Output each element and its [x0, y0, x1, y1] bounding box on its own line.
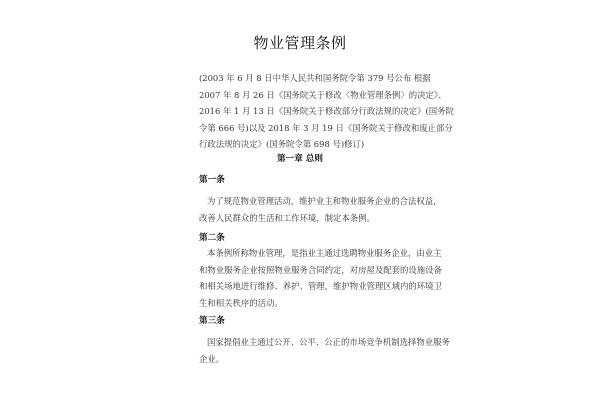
article-2-heading: 第二条 [199, 233, 225, 243]
article-2-line: 生和相关秩序的活动。 [199, 297, 283, 308]
article-2-body [199, 245, 442, 311]
article-2-line: 和物业服务企业按照物业服务合同约定，对房屋及配套的设施设备 [199, 264, 442, 275]
preamble-line: 2007 年 8 月 26 日《国务院关于修改〈物业管理条例〉的决定》、 [199, 89, 447, 100]
preamble-line: 行政法规的决定》(国务院令第 698 号)修订) [199, 139, 365, 149]
article-3-body [199, 334, 450, 367]
article-1-body [199, 193, 442, 226]
preamble-line: 令第 666 号)以及 2018 年 3 月 19 日《国务院关于修改和废止部分 [199, 122, 453, 133]
preamble-line: 2016 年 1 月 13 日《国务院关于修改部分行政法规的决定》(国务院 [199, 106, 454, 116]
document-title: 物业管理条例 [253, 34, 347, 52]
article-3-line: 国家提倡业主通过公开、公平、公正的市场竞争机制选择物业服务 [207, 337, 450, 347]
preamble [199, 70, 454, 153]
article-1-line: 改善人民群众的生活和工作环境，制定本条例。 [199, 212, 375, 223]
chapter-heading: 第一章 总则 [277, 154, 323, 164]
preamble-line: (2003 年 6 月 8 日中华人民共和国务院令第 379 号公布 根据 [199, 73, 431, 83]
article-3-heading: 第三条 [199, 316, 225, 326]
article-1-line: 为了规范物业管理活动，维护业主和物业服务企业的合法权益， [207, 196, 442, 206]
article-3-line: 企业。 [199, 353, 225, 364]
article-2-line: 和相关场地进行维修、养护、管理，维护物业管理区域内的环境卫 [199, 281, 442, 291]
article-1-heading: 第一条 [199, 175, 225, 185]
article-2-line: 本条例所称物业管理，是指业主通过选聘物业服务企业，由业主 [207, 248, 442, 258]
